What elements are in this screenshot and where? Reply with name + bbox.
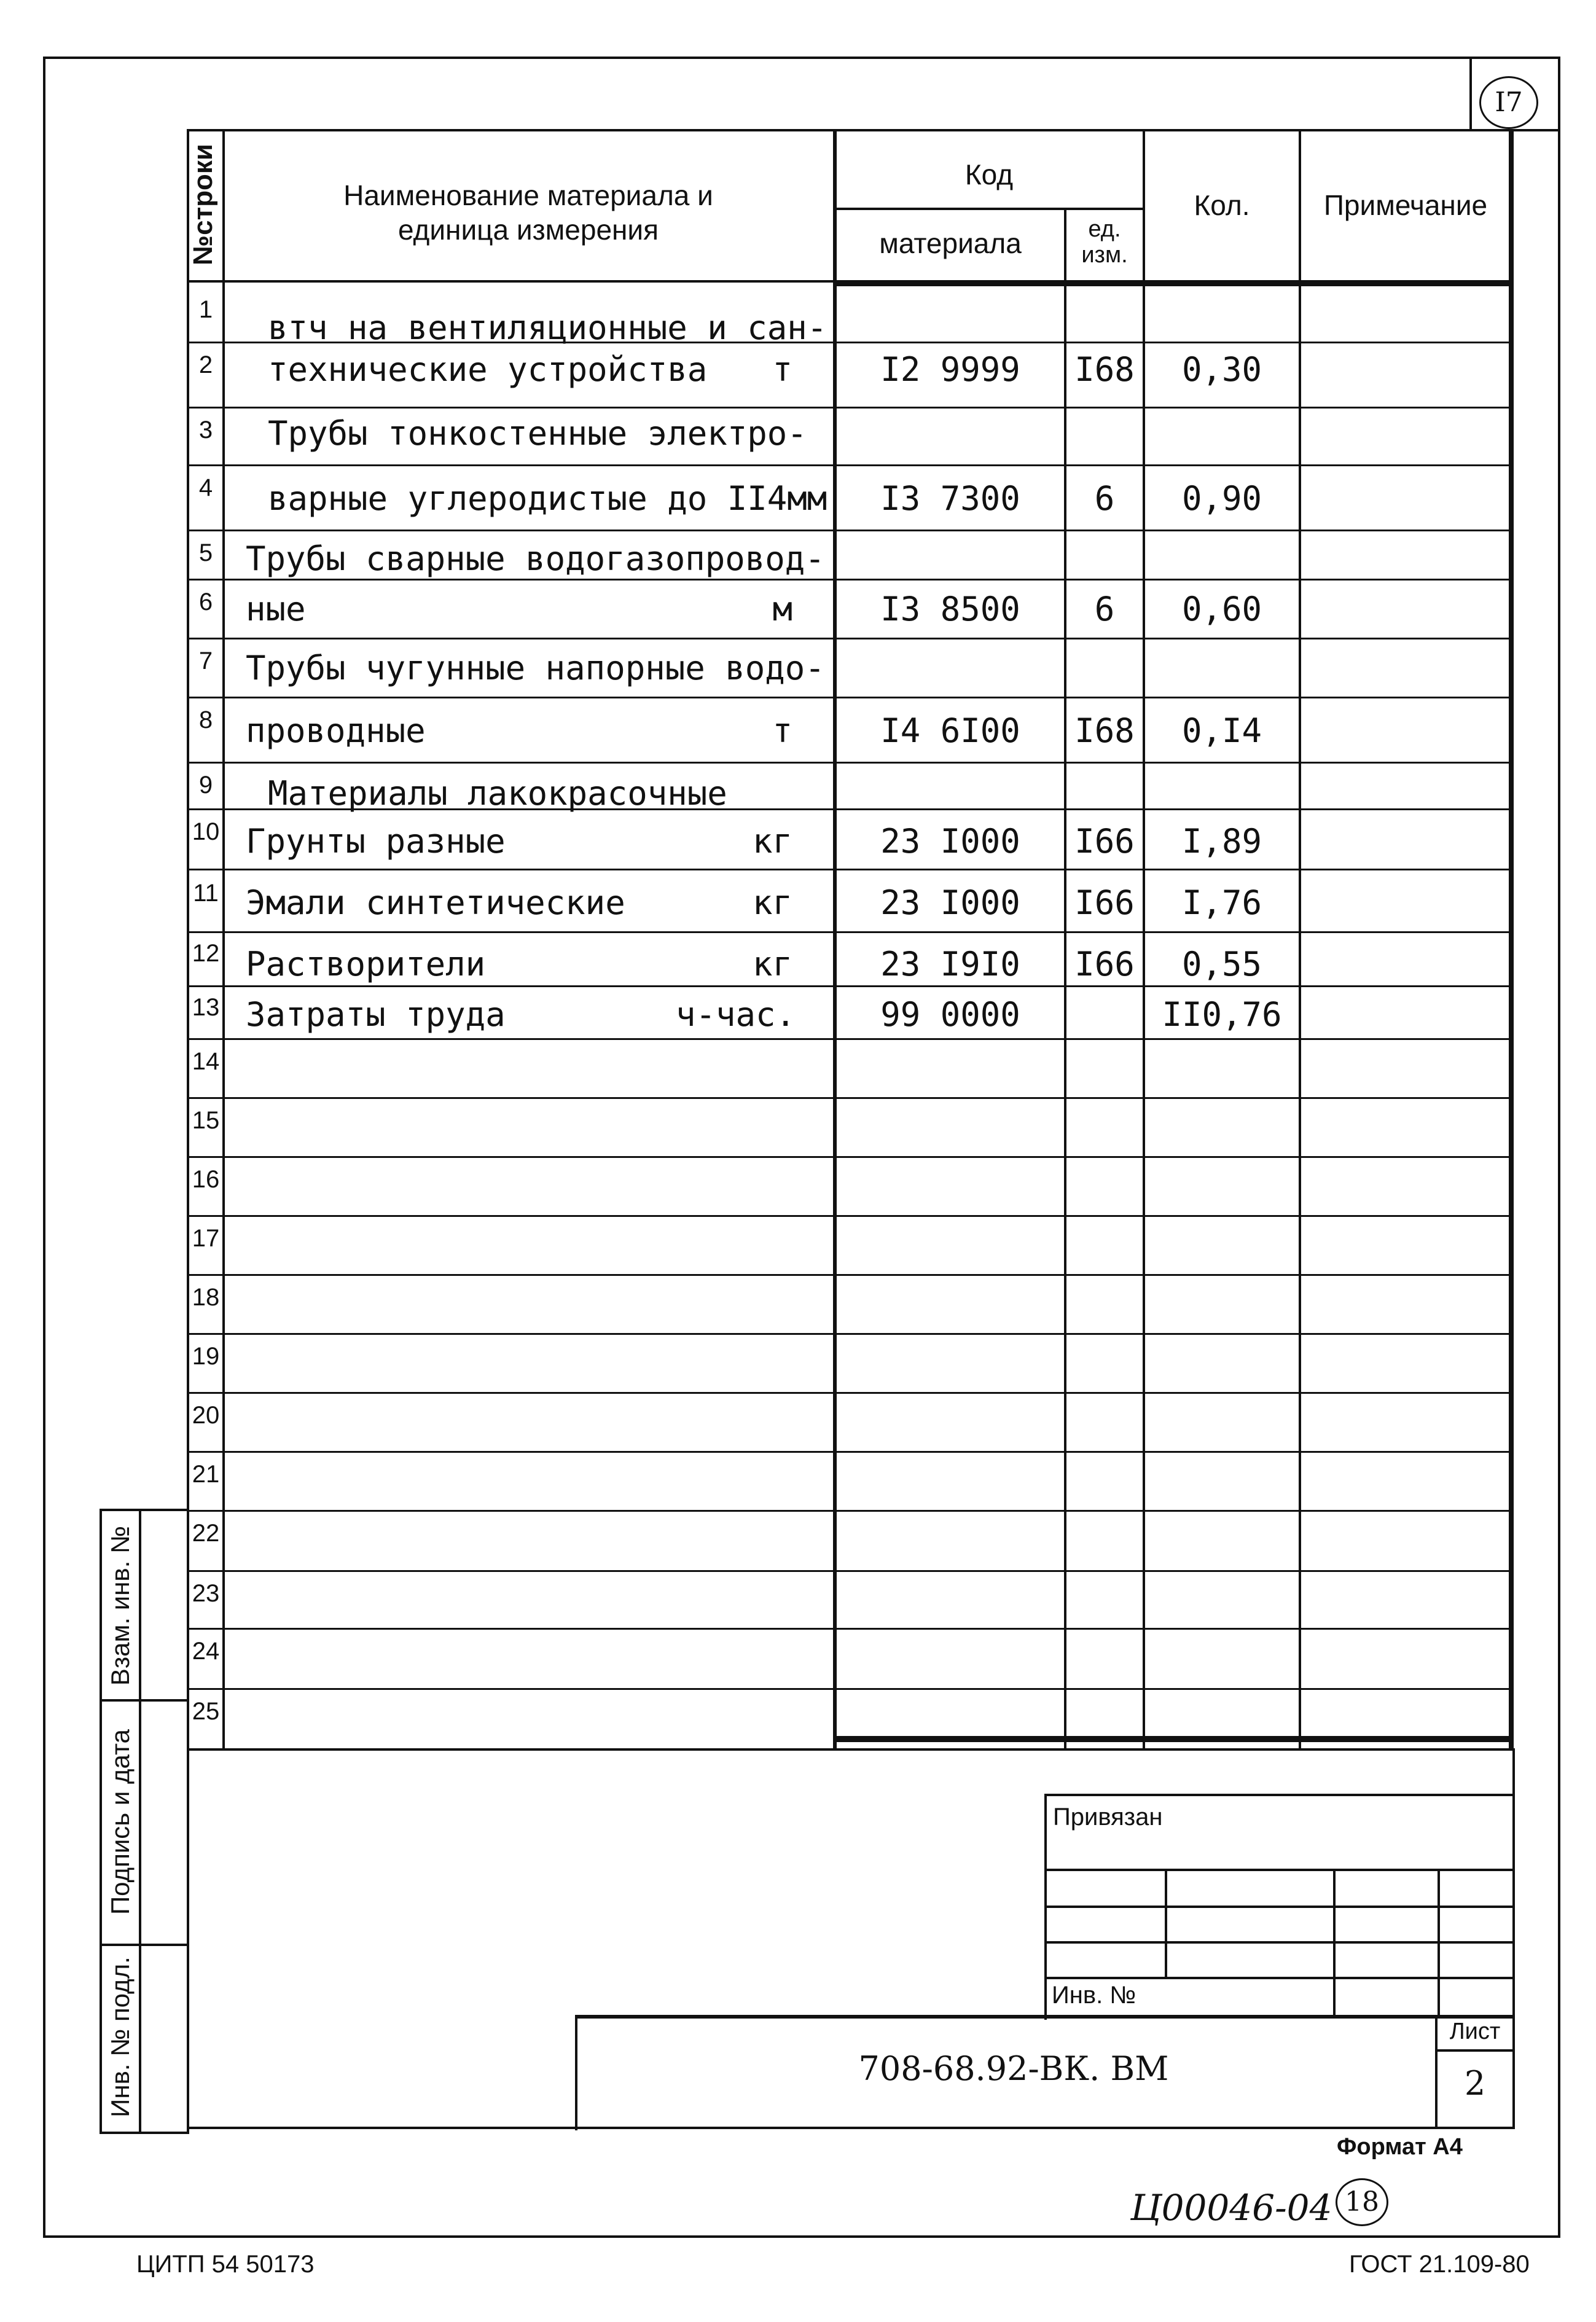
material-code: 23 I000 [880, 822, 1020, 861]
row-number: 9 [198, 772, 213, 799]
unit-code: 6 [1094, 590, 1115, 628]
header-row-no: №строки [188, 144, 218, 265]
unit-code: I66 [1074, 883, 1135, 922]
material-unit: ч-час. [676, 995, 796, 1034]
quantity: 0,30 [1181, 350, 1262, 389]
row-number: 4 [198, 474, 213, 501]
material-name: Трубы чугунные напорные водо- [246, 649, 825, 687]
row-line [187, 1274, 1514, 1276]
row-number: 10 [192, 818, 220, 845]
row-line [187, 1333, 1514, 1335]
row-line [187, 1451, 1514, 1453]
handwritten-code: Ц00046-04 [1130, 2187, 1332, 2229]
material-unit: кг [752, 945, 792, 983]
row-number: 18 [192, 1284, 220, 1311]
row-number: 6 [198, 588, 213, 616]
row-line [187, 407, 1514, 408]
corner-mark: I7 [1479, 76, 1538, 129]
row-line [187, 869, 1514, 870]
row-number: 24 [192, 1638, 220, 1665]
side-label-podpis: Подпись и дата [106, 1729, 135, 1915]
material-code: I2 9999 [880, 350, 1020, 389]
material-name: Грунты разные [246, 822, 506, 861]
material-name: Затраты труда [246, 995, 506, 1034]
privyazan-label: Привязан [1053, 1804, 1163, 1831]
material-name: технические устройства [268, 350, 708, 389]
material-code: 23 I9I0 [880, 945, 1020, 983]
material-name: Трубы сварные водогазопровод- [246, 539, 825, 578]
side-label-inv-podl: Инв. № подл. [106, 1957, 135, 2117]
circled-number: 18 [1336, 2178, 1388, 2226]
row-line [187, 530, 1514, 531]
row-line [187, 1097, 1514, 1099]
quantity: 0,60 [1181, 590, 1262, 628]
material-unit: т [772, 711, 792, 750]
list-label: Лист [1449, 2019, 1501, 2044]
row-number: 13 [192, 994, 220, 1021]
material-code: I3 7300 [880, 479, 1020, 518]
quantity: 0,90 [1181, 479, 1262, 518]
material-code: I3 8500 [880, 590, 1020, 628]
material-code: 99 0000 [880, 995, 1020, 1034]
material-name: втч на вентиляционные и сан- [268, 308, 827, 347]
header-qty: Кол. [1194, 189, 1250, 221]
side-label-vzam: Взам. инв. № [106, 1525, 135, 1686]
material-name: ные [246, 590, 306, 628]
unit-code: I66 [1074, 945, 1135, 983]
quantity: 0,I4 [1181, 711, 1262, 750]
material-code: I4 6I00 [880, 711, 1020, 750]
material-name: варные углеродистые до II4мм [268, 479, 827, 518]
material-name: Эмали синтетические [246, 883, 625, 922]
row-number: 17 [192, 1225, 220, 1252]
unit-code: 6 [1094, 479, 1115, 518]
header-note: Примечание [1323, 189, 1488, 221]
row-line [187, 1392, 1514, 1394]
row-number: 11 [193, 880, 219, 907]
row-number: 23 [192, 1580, 220, 1607]
material-unit: м [772, 590, 792, 628]
format-label: Формат А4 [1337, 2134, 1463, 2160]
row-number: 12 [192, 940, 220, 967]
material-name: Трубы тонкостенные электро- [268, 414, 807, 453]
row-line [187, 1688, 1514, 1690]
unit-code: I66 [1074, 822, 1135, 861]
unit-code: I68 [1074, 350, 1135, 389]
row-number: 22 [192, 1520, 220, 1547]
row-line [187, 762, 1514, 764]
quantity: 0,55 [1181, 945, 1262, 983]
material-name: Растворители [246, 945, 486, 983]
material-name: Материалы лакокрасочные [268, 774, 727, 813]
material-unit: кг [752, 822, 792, 861]
row-line [187, 985, 1514, 987]
row-line [187, 579, 1514, 580]
row-line [187, 1570, 1514, 1572]
row-line [187, 1510, 1514, 1512]
footer-left: ЦИТП 54 50173 [136, 2251, 315, 2278]
row-number: 3 [198, 416, 213, 444]
row-number: 1 [198, 296, 213, 323]
row-number: 5 [198, 539, 213, 566]
row-line [187, 1156, 1514, 1158]
inv-no-label: Инв. № [1052, 1982, 1136, 2009]
quantity: II0,76 [1162, 995, 1282, 1034]
quantity: I,76 [1181, 883, 1262, 922]
row-line [187, 1215, 1514, 1217]
footer-right: ГОСТ 21.109-80 [1349, 2251, 1530, 2278]
row-number: 19 [192, 1343, 220, 1370]
header-code-material: материала [879, 227, 1022, 259]
row-number: 7 [198, 647, 213, 674]
row-number: 2 [198, 351, 213, 378]
row-number: 21 [192, 1461, 220, 1488]
unit-code: I68 [1074, 711, 1135, 750]
row-number: 14 [192, 1048, 220, 1075]
material-unit: т [772, 350, 792, 389]
row-number: 8 [198, 706, 213, 733]
material-name: проводные [246, 711, 426, 750]
list-number: 2 [1464, 2064, 1486, 2103]
row-line [187, 638, 1514, 639]
header-code-unit: ед. изм. [1081, 216, 1128, 268]
header-code: Код [964, 158, 1014, 190]
row-line [187, 464, 1514, 466]
doc-code: 708-68.92-ВК. ВМ [858, 2049, 1169, 2088]
quantity: I,89 [1181, 822, 1262, 861]
material-code: 23 I000 [880, 883, 1020, 922]
row-line [187, 1038, 1514, 1040]
row-line [187, 697, 1514, 698]
row-number: 20 [192, 1402, 220, 1429]
material-unit: кг [752, 883, 792, 922]
row-number: 25 [192, 1698, 220, 1725]
row-number: 15 [192, 1107, 220, 1134]
row-number: 16 [192, 1166, 220, 1193]
header-name: Наименование материала и единица измерения [343, 179, 713, 246]
row-line [187, 1628, 1514, 1630]
row-line [187, 931, 1514, 933]
